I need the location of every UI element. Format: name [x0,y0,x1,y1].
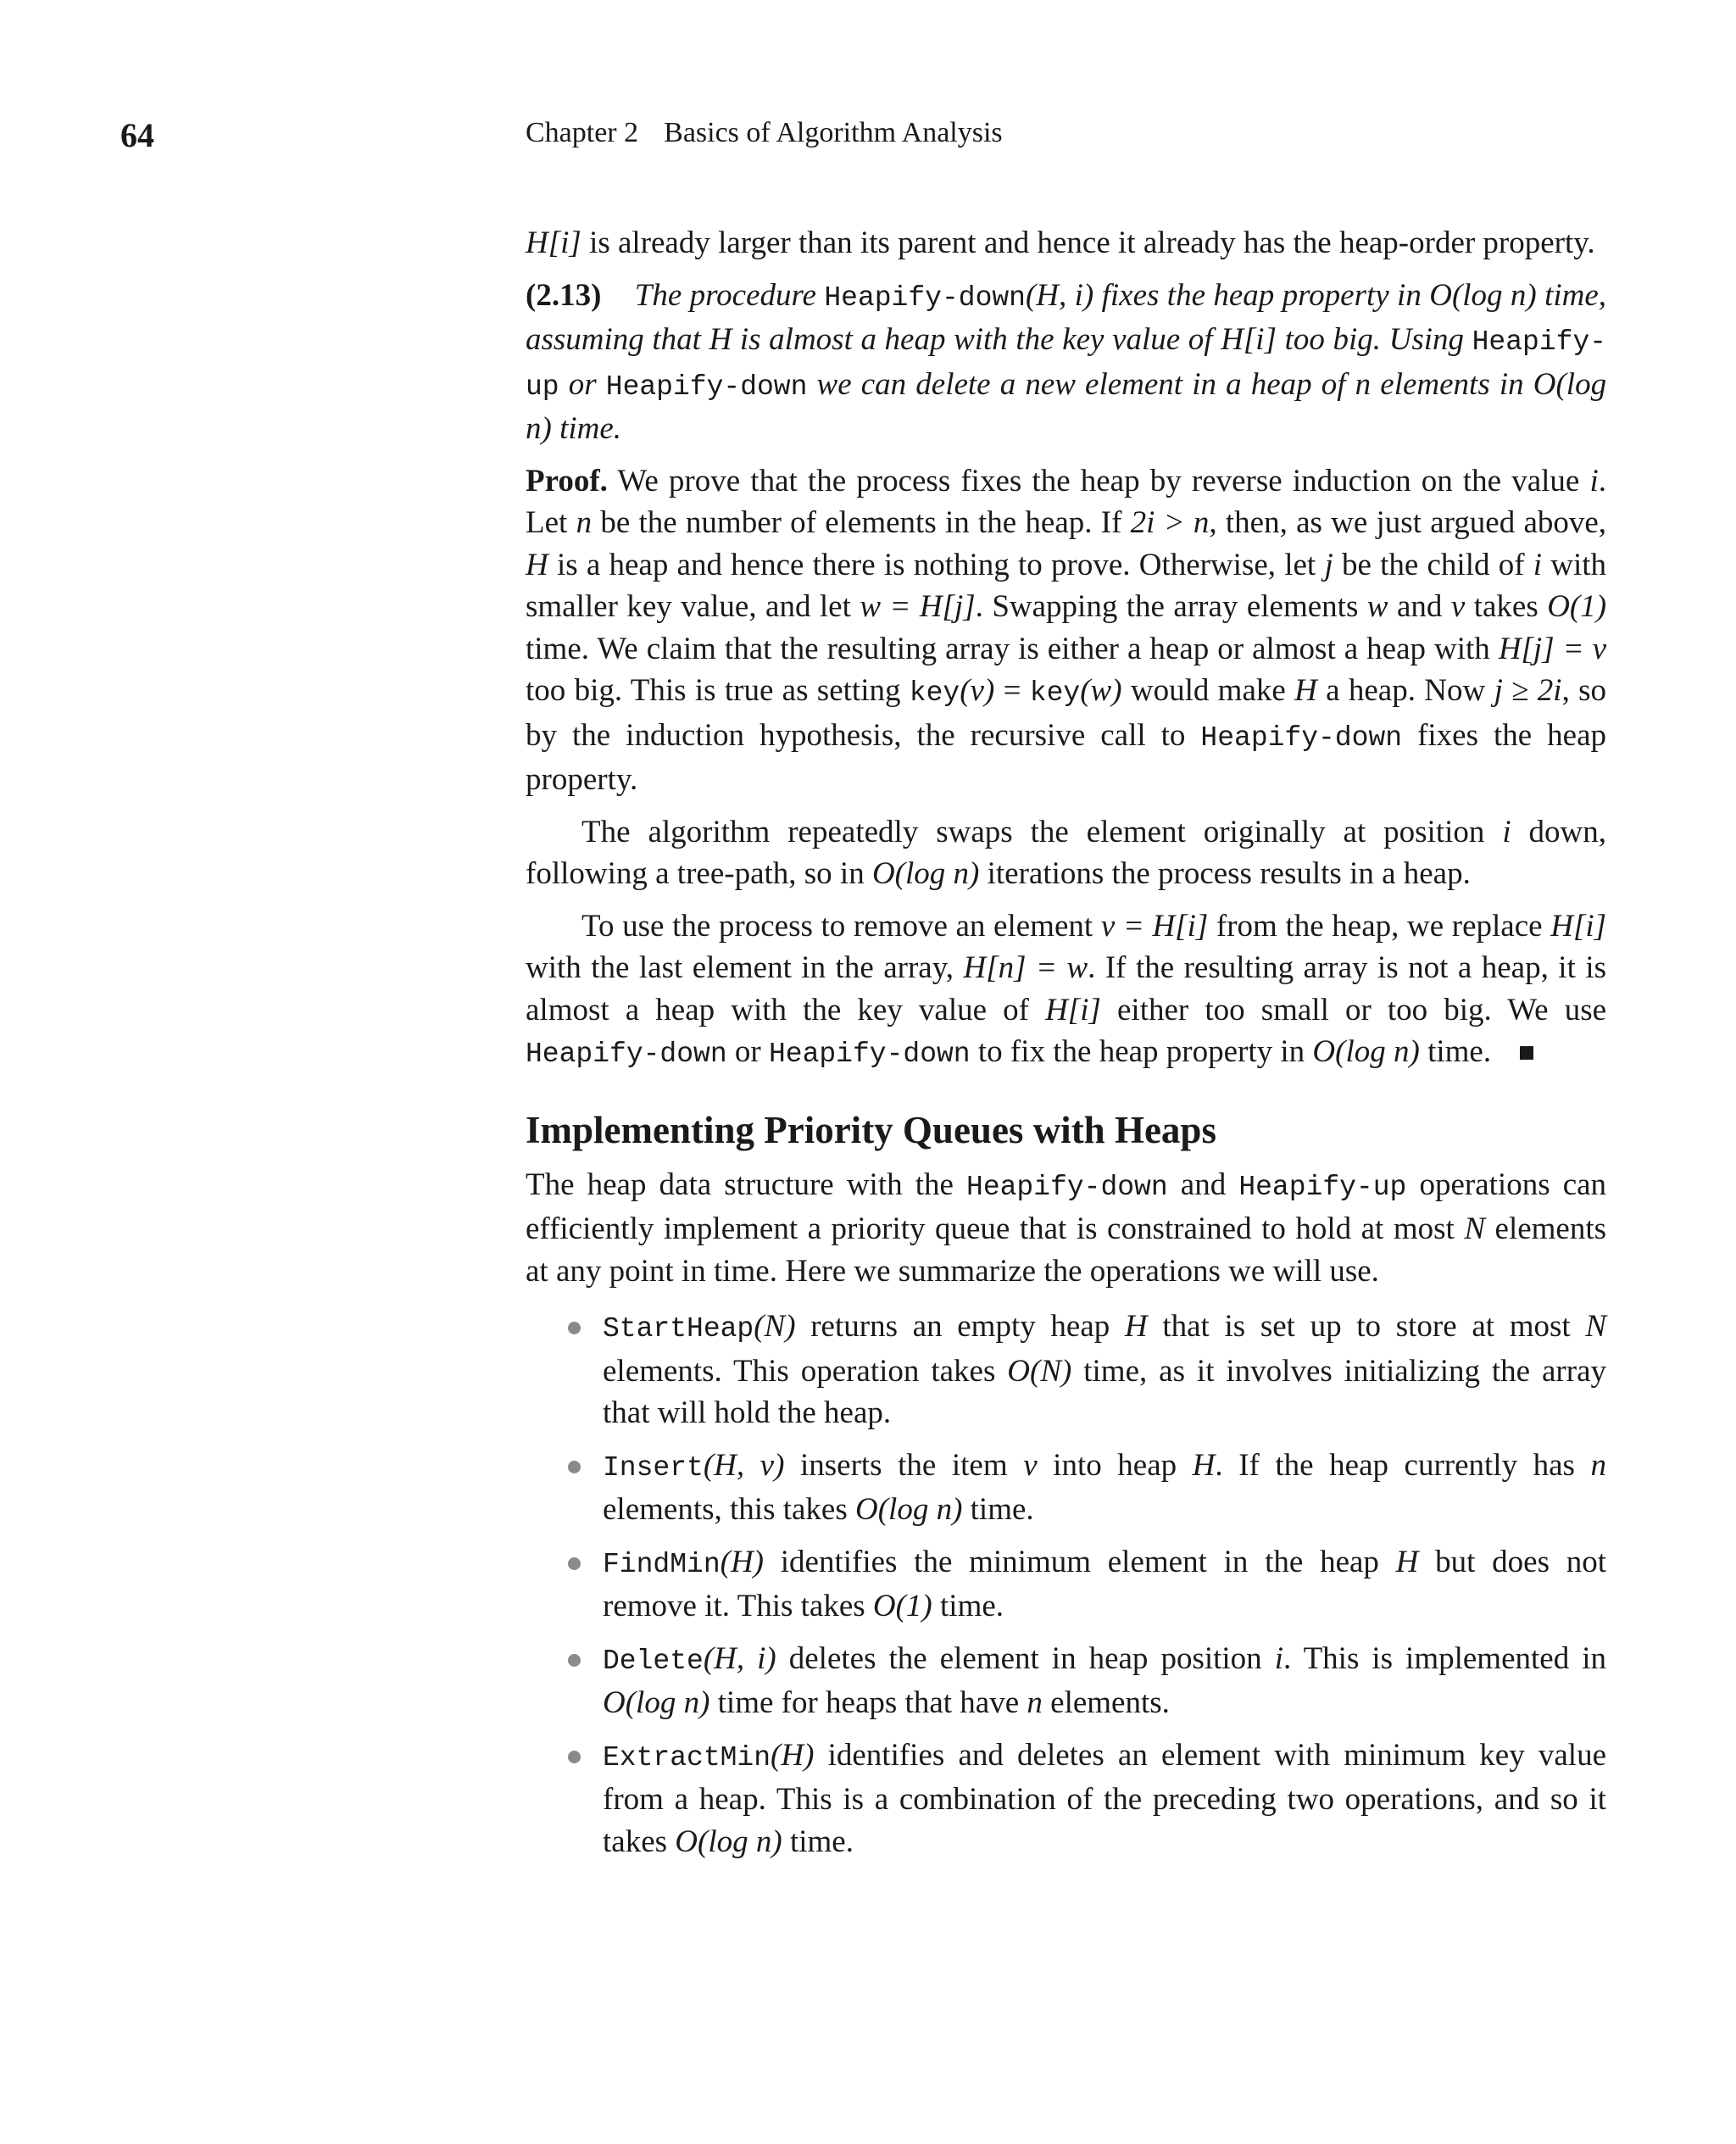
math: O(log n) [1429,277,1537,313]
text: but does not remove it. This takes [603,1544,1607,1623]
code: StartHeap [603,1313,754,1345]
math: (H) [771,1737,815,1773]
text: too big. This is true as setting [526,673,901,708]
theorem-label: (2.13) [526,277,602,313]
code: Heapify-down [605,370,808,403]
math: O(log n) [603,1685,710,1720]
bullet-icon [568,1654,581,1667]
list-item [526,1306,1606,1434]
math: n [1590,1447,1606,1483]
math: N [1585,1309,1607,1344]
code: Insert [603,1451,704,1484]
text: . This is implemented in [1283,1640,1606,1676]
text: identifies and deletes an element with minimum key value from a heap. This is a combination of the preceding two operations, and so it takes [603,1737,1606,1859]
section-heading: Implementing Priority Queues with Heaps [526,1108,1216,1151]
proof-label: Proof. [526,463,608,498]
code: Heapify-down [966,1171,1168,1203]
math: H[i] [1045,992,1101,1027]
text: that is set up to store at most [1162,1309,1571,1344]
math: H [1192,1447,1216,1483]
text: down, following a tree-path, so in [526,814,1606,891]
text: we can delete a new element in a heap of [816,366,1346,402]
text: elements in [1380,366,1524,402]
math: = [994,673,1030,708]
math: H [1395,1544,1419,1579]
list-item [526,1541,1606,1628]
text: The algorithm repeatedly swaps the element originally at position [581,814,1485,849]
math: (w) [1080,673,1122,708]
bullet-icon [568,1751,581,1763]
code: Heapify-down [1200,721,1403,754]
text: elements. [1050,1685,1170,1720]
text: a heap. Now [1326,673,1486,708]
text: operations can efficiently implement a priority queue that is constrained to hold at most [526,1167,1607,1246]
text: To use the process to remove an element [581,908,1093,944]
math: v [1450,589,1466,624]
text: . If the heap currently has [1215,1447,1575,1483]
proof-paragraph [526,460,1606,801]
math: i [1533,547,1543,582]
text-column [526,222,1606,1873]
text: time. We claim that the resulting array is either a heap or almost a heap with [526,631,1490,666]
bullet-icon [568,1461,581,1473]
text: iterations the process results in a heap. [987,856,1471,891]
math: i [1589,463,1599,498]
text: time for heaps that have [717,1685,1020,1720]
math: H [526,547,548,582]
code: key [1029,677,1081,709]
text: deletes the element in heap position [788,1640,1262,1676]
code: Heapify-down [824,281,1026,314]
running-head [526,117,1003,149]
text: time, as it involves initializing the array that will hold the heap. [603,1353,1606,1430]
math: v [1023,1447,1038,1483]
math: O(N) [1007,1353,1072,1389]
text: , so by the induction hypothesis, the recursive call to [526,673,1607,753]
text: The heap data structure with the [526,1167,954,1202]
text: time, assuming that [526,277,1607,357]
math: H [1124,1309,1148,1344]
text: time. [1427,1034,1492,1069]
math: H[i] [1221,322,1277,357]
math: j [1324,547,1333,582]
math: (H, v) [703,1447,785,1483]
chapter-title: Basics of Algorithm Analysis [664,117,1003,148]
text: from the heap, we replace [1216,908,1543,944]
math: O(log n) [871,856,980,891]
math: H[i] [526,226,581,260]
math: i [1274,1640,1283,1676]
math: (v) [960,673,995,708]
math: O(log n) [1312,1034,1420,1069]
paragraph [526,905,1606,1076]
text: into heap [1053,1447,1177,1483]
text: identifies the minimum element in the heap [780,1544,1379,1579]
code: Heapify-up [1238,1171,1407,1203]
text: fixes the heap property. [526,717,1607,797]
text: or [568,366,597,402]
text: is almost a heap with the key value of [739,322,1213,357]
list-item [526,1445,1606,1531]
math: N [1464,1211,1485,1246]
text: be the number of elements in the heap. If [600,505,1122,540]
math: H[n] = w [963,950,1088,985]
math: O(log n) [526,366,1607,446]
math: O(log n) [675,1824,782,1859]
math: (H, i) [703,1640,776,1676]
section-intro [526,1164,1606,1293]
text: . Swapping the array elements [975,589,1359,624]
text: The procedure [634,277,816,313]
bullet-icon [568,1322,581,1334]
math: O(1) [1547,589,1607,624]
math: v = H[i] [1100,908,1209,944]
list-item [526,1735,1606,1863]
text: takes [1473,589,1538,624]
code: FindMin [603,1548,721,1580]
math: j ≥ 2i [1494,673,1562,708]
text: fixes the heap property in [1101,277,1422,313]
text: with the last element in the array, [526,950,954,985]
text: is a heap and hence there is nothing to prove. Otherwise, let [556,547,1316,582]
math: n [576,505,593,540]
bullet-icon [568,1557,581,1570]
math: H[j] = v [1498,631,1607,666]
chapter-label: Chapter 2 [526,117,639,148]
text: . Let [526,463,1606,540]
math: w = H[j] [860,589,976,624]
math: n [1027,1685,1043,1720]
operations-list [526,1306,1606,1863]
page-number: 64 [120,116,154,154]
text: , then, as we just argued above, [1209,505,1607,540]
text: either too small or too big. We use [1117,992,1607,1027]
math: w [1366,589,1388,624]
math: O(1) [872,1589,932,1623]
text: elements, this takes [603,1492,848,1527]
intro-paragraph [526,222,1606,265]
theorem-2-13 [526,275,1606,450]
text: is already larger than its parent and hence it already has the heap-order property. [589,226,1595,260]
text: and [1396,589,1443,624]
code: Delete [603,1645,704,1677]
text: too big. Using [1284,322,1465,357]
math: H [1294,673,1317,708]
text: . If the resulting array is not a heap, it is almost a heap with the key value of [526,950,1607,1027]
code: key [909,677,960,709]
code: Heapify-down [526,1039,727,1070]
text: elements. This operation takes [603,1353,996,1389]
text: returns an empty heap [810,1309,1110,1344]
math: i [1502,814,1511,849]
math: H[i] [1550,908,1607,944]
math: O(log n) [855,1492,963,1527]
math: 2i > n [1130,505,1210,540]
list-item [526,1638,1606,1724]
text: be the child of [1341,547,1525,582]
text: time. [940,1589,1004,1623]
text: or [734,1034,761,1069]
code: Heapify-up [526,326,1607,403]
paragraph [526,811,1606,895]
text: We prove that the process fixes the heap by reverse induction on the value [617,463,1580,498]
math: (H, i) [1025,277,1094,313]
text: time. [559,411,622,446]
text: with smaller key value, and let [526,547,1607,624]
text: and [1180,1167,1227,1202]
text: would make [1130,673,1286,708]
math: H [709,322,732,357]
text: time. [970,1492,1034,1527]
math: n [1355,366,1372,402]
qed-symbol [1520,1046,1533,1060]
text: elements at any point in time. Here we summarize the operations we will use. [526,1211,1607,1289]
code: ExtractMin [603,1741,771,1774]
math: (N) [754,1309,796,1344]
text: inserts the item [799,1447,1008,1483]
code: Heapify-down [768,1039,971,1070]
text: to fix the heap property in [977,1034,1305,1069]
math: (H) [720,1544,764,1579]
text: time. [789,1824,854,1859]
